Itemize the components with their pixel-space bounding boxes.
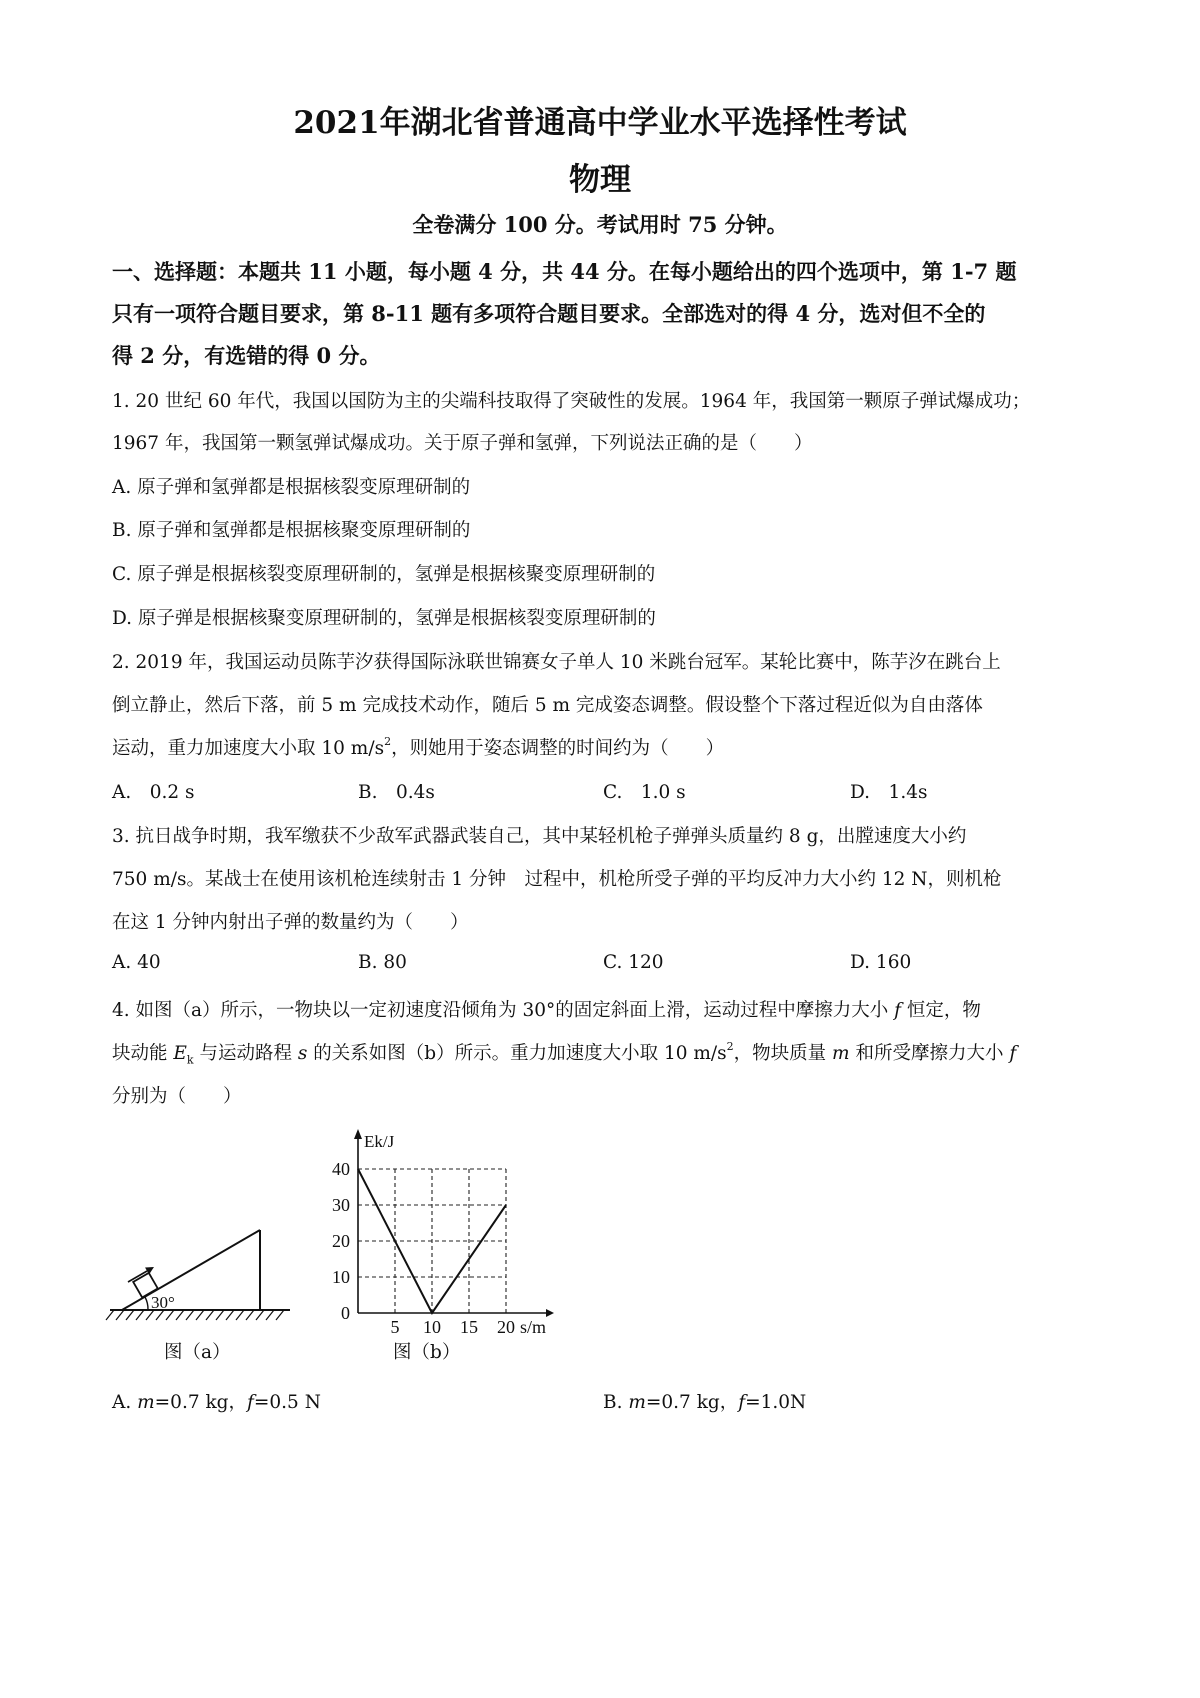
q3-option-c: C. 120 xyxy=(603,952,664,973)
ground-hatching xyxy=(106,1310,284,1320)
q2-option-a: A. 0.2 s xyxy=(112,782,195,803)
q3-option-b: B. 80 xyxy=(358,952,407,973)
x-tick-label: 20 xyxy=(497,1317,515,1337)
q1-option-a: A. 原子弹和氢弹都是根据核裂变原理研制的 xyxy=(112,477,471,498)
q4-option-b-var-m: m xyxy=(628,1392,646,1413)
q4-line2-superscript: 2 xyxy=(726,1039,734,1053)
q1-option-d: D. 原子弹是根据核聚变原理研制的，氢弹是根据核裂变原理研制的 xyxy=(112,608,656,629)
q4-option-a-var-m: m xyxy=(137,1392,155,1413)
q4-option-a-label: A. xyxy=(112,1392,138,1413)
q3-stem-line2: 750 m/s。某战士在使用该机枪连续射击 1 分钟 过程中，机枪所受子弹的平均反冲力大小约 12 N，则机枪 xyxy=(112,869,1002,890)
q4-option-a-friction: =0.5 N xyxy=(253,1392,321,1413)
q4-line2-text-b: 与运动路程 xyxy=(193,1043,298,1064)
q2-option-b: B. 0.4s xyxy=(358,782,435,803)
q4-option-a-mass: =0.7 kg， xyxy=(154,1392,248,1413)
figure-b-chart xyxy=(320,1125,560,1340)
q4-option-b xyxy=(603,1388,806,1414)
y-tick-label: 20 xyxy=(332,1231,350,1251)
q3-stem-line3: 在这 1 分钟内射出子弹的数量约为（ ） xyxy=(112,912,469,933)
q4-option-b-var-f: f xyxy=(738,1392,746,1413)
q4-line2-text-c: 的关系如图（b）所示。重力加速度大小取 10 m/s xyxy=(307,1043,727,1064)
q4-line2-var-s: s xyxy=(297,1043,308,1064)
y-tick-label: 40 xyxy=(332,1159,350,1179)
angle-label: 30° xyxy=(151,1293,175,1312)
q4-stem-line2 xyxy=(112,1039,1016,1065)
y-axis-label: Ek/J xyxy=(364,1132,395,1151)
y-tick-label: 10 xyxy=(332,1267,350,1287)
figure-b-caption: 图（b） xyxy=(393,1342,461,1363)
q4-stem-line3: 分别为（ ） xyxy=(112,1086,242,1107)
q4-option-b-mass: =0.7 kg， xyxy=(645,1392,739,1413)
subject-title: 物理 xyxy=(569,162,631,198)
q4-option-a xyxy=(112,1388,321,1414)
q4-stem-line1 xyxy=(112,996,981,1022)
q2-stem-line1: 2. 2019 年，我国运动员陈芋汐获得国际泳联世锦赛女子单人 10 米跳台冠军。某轮比赛中，陈芋汐在跳台上 xyxy=(112,652,1001,673)
q1-stem-line1: 1. 20 世纪 60 年代，我国以国防为主的尖端科技取得了突破性的发展。1964 年，我国第一颗原子弹试爆成功； xyxy=(112,391,1031,412)
q2-option-c: C. 1.0 s xyxy=(603,782,686,803)
section-instruction-line3: 得 2 分，有选错的得 0 分。 xyxy=(112,343,381,368)
q4-line2-text-a: 块动能 xyxy=(112,1043,174,1064)
q3-option-a: A. 40 xyxy=(112,952,161,973)
q4-option-b-friction: =1.0N xyxy=(745,1392,807,1413)
q4-line1-text-b: 恒定，物 xyxy=(900,1000,981,1021)
q4-line2-var-E: E xyxy=(173,1043,187,1064)
exam-meta: 全卷满分 100 分。考试用时 75 分钟。 xyxy=(412,212,788,237)
q2-line3-superscript: 2 xyxy=(384,734,392,748)
q2-line3-text-a: 运动，重力加速度大小取 10 m/s xyxy=(112,738,385,759)
q4-line2-text-d: ，物块质量 xyxy=(733,1043,833,1064)
y-axis-arrow xyxy=(354,1129,362,1139)
q3-option-d: D. 160 xyxy=(850,952,912,973)
q2-line3-text-b: ，则她用于姿态调整的时间约为（ ） xyxy=(391,738,725,759)
q1-option-c: C. 原子弹是根据核裂变原理研制的，氢弹是根据核聚变原理研制的 xyxy=(112,564,656,585)
q4-line2-var-m: m xyxy=(832,1043,850,1064)
x-tick-label: 15 xyxy=(460,1317,478,1337)
q4-option-a-var-f: f xyxy=(247,1392,254,1413)
q1-stem-line2: 1967 年，我国第一颗氢弹试爆成功。关于原子弹和氢弹，下列说法正确的是（ ） xyxy=(112,433,813,454)
q3-stem-line1: 3. 抗日战争时期，我军缴获不少敌军武器武装自己，其中某轻机枪子弹弹头质量约 8 g，出膛速度大小约 xyxy=(112,826,967,847)
y-tick-label: 30 xyxy=(332,1195,350,1215)
angle-arc xyxy=(145,1297,148,1310)
x-tick-label: 5 xyxy=(390,1317,400,1337)
section-instruction-line2: 只有一项符合题目要求，第 8-11 题有多项符合题目要求。全部选对的得 4 分，选对但不全的 xyxy=(112,301,986,326)
q1-option-b: B. 原子弹和氢弹都是根据核聚变原理研制的 xyxy=(112,520,471,541)
q4-option-b-label: B. xyxy=(603,1392,629,1413)
x-axis-arrow xyxy=(546,1309,554,1317)
section-instruction-line1: 一、选择题：本题共 11 小题，每小题 4 分，共 44 分。在每小题给出的四个选项中，第 1-7 题 xyxy=(112,259,1017,284)
q4-line1-var-f: f xyxy=(894,1000,901,1021)
x-tick-label: 10 xyxy=(423,1317,441,1337)
q2-stem-line2: 倒立静止，然后下落，前 5 m 完成技术动作，随后 5 m 完成姿态调整。假设整个下落过程近似为自由落体 xyxy=(112,695,983,716)
exam-title: 2021年湖北省普通高中学业水平选择性考试 xyxy=(293,105,907,141)
q2-option-d: D. 1.4s xyxy=(850,782,928,803)
q4-line2-subscript-k: k xyxy=(186,1053,194,1067)
y-tick-label: 0 xyxy=(341,1303,350,1323)
q2-stem-line3 xyxy=(112,734,724,760)
q4-line2-var-f: f xyxy=(1009,1043,1017,1064)
q4-line2-text-e: 和所受摩擦力大小 xyxy=(849,1043,1010,1064)
figure-a-incline xyxy=(100,1210,320,1350)
x-axis-label: s/m xyxy=(520,1317,547,1337)
figure-a-caption: 图（a） xyxy=(164,1342,231,1363)
q4-line1-text-a: 4. 如图（a）所示，一物块以一定初速度沿倾角为 30°的固定斜面上滑，运动过程中摩擦力大小 xyxy=(112,1000,895,1021)
